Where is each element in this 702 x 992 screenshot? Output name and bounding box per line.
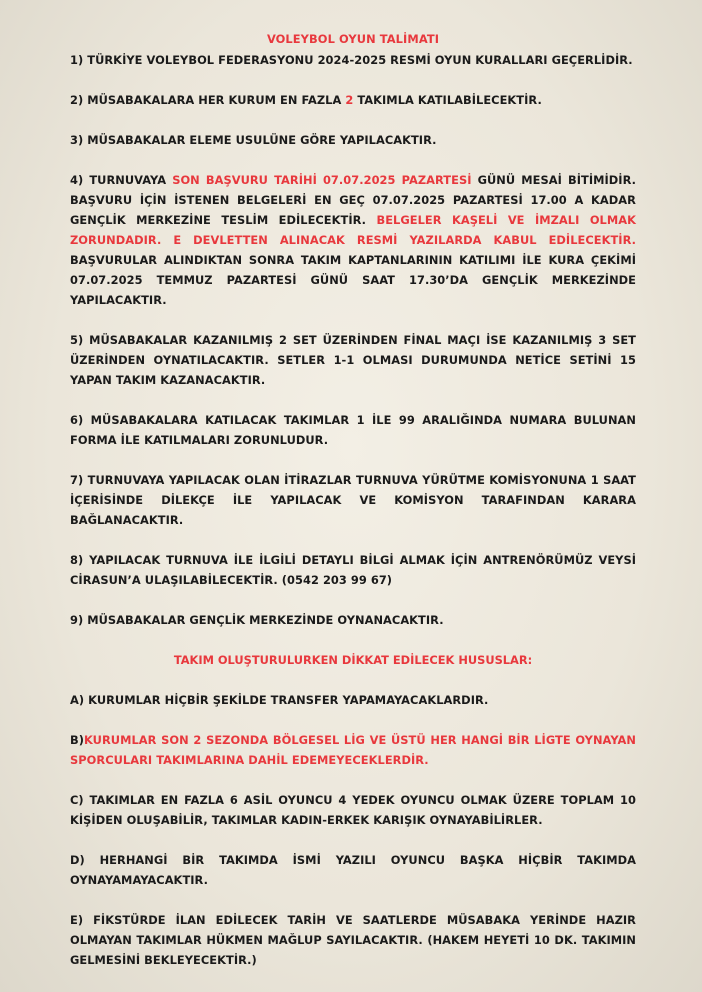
rule-1: 1) TÜRKİYE VOLEYBOL FEDERASYONU 2024-2025 RESMİ OYUN KURALLARI GEÇERLİDİR. [70,53,633,67]
rule-8: 8) YAPILACAK TURNUVA İLE İLGİLİ DETAYLI BİLGİ ALMAK İÇİN ANTRENÖRÜMÜZ VEYSİ CİRASUN’A ULAŞILABİLECEKTİR. (0542 203 99 67) [70,553,636,587]
item-a: A) KURUMLAR HİÇBİR ŞEKİLDE TRANSFER YAPAMAYACAKLARDIR. [70,693,489,707]
rule-2 [70,90,636,110]
rule-5: 5) MÜSABAKALAR KAZANILMIŞ 2 SET ÜZERİNDEN FİNAL MAÇI İSE KAZANILMIŞ 3 SET ÜZERİNDEN OYNATILACAKTIR. SETLER 1-1 OLMASI DURUMUNDA NETİCE SETİNİ 15 YAPAN TAKIM KAZANACAKTIR. [70,333,636,387]
item-b [70,730,636,770]
item-d: D) HERHANGİ BİR TAKIMDA İSMİ YAZILI OYUNCU BAŞKA HİÇBİR TAKIMDA OYNAYAMAYACAKTIR. [70,853,636,887]
rule-7: 7) TURNUVAYA YAPILACAK OLAN İTİRAZLAR TURNUVA YÜRÜTME KOMİSYONUNA 1 SAAT İÇERİSİNDE DİLEKÇE İLE YAPILACAK VE KOMİSYON TARAFINDAN KARARA BAĞLANACAKTIR. [70,473,636,527]
item-c: C) TAKIMLAR EN FAZLA 6 ASİL OYUNCU 4 YEDEK OYUNCU OLMAK ÜZERE TOPLAM 10 KİŞİDEN OLUŞABİLİR, TAKIMLAR KADIN-ERKEK KARIŞIK OYNAYABİLİRLER. [70,793,636,827]
item-e: E) FİKSTÜRDE İLAN EDİLECEK TARİH VE SAATLERDE MÜSABAKA YERİNDE HAZIR OLMAYAN TAKIMLAR HÜKMEN MAĞLUP SAYILACAKTIR. (HAKEM HEYETİ 10 DK. TAKIMIN GELMESİNİ BEKLEYECEKTİR.) [70,913,636,967]
rule-4-text-a: 4) TURNUVAYA [70,173,173,187]
rule-6: 6) MÜSABAKALARA KATILACAK TAKIMLAR 1 İLE 99 ARALIĞINDA NUMARA BULUNAN FORMA İLE KATILMALARI ZORUNLUDUR. [70,413,636,447]
rule-2-highlight: 2 [345,93,354,107]
document-page [70,32,636,990]
section-subtitle: TAKIM OLUŞTURULURKEN DİKKAT EDİLECEK HUSUSLAR: [173,653,533,667]
rule-4 [70,170,636,310]
rule-4-text-e: BAŞVURULAR ALINDIKTAN SONRA TAKIM KAPTANLARININ KATILIMI İLE KURA ÇEKİMİ 07.07.2025 TEMMUZ PAZARTESİ GÜNÜ SAAT 17.30’DA GENÇLİK MERKEZİNDE YAPILACAKTIR. [70,253,636,307]
rule-9: 9) MÜSABAKALAR GENÇLİK MERKEZİNDE OYNANACAKTIR. [70,613,444,627]
item-b-label: B) [70,733,84,747]
rule-4-deadline: SON BAŞVURU TARİHİ 07.07.2025 PAZARTESİ [172,173,472,187]
rule-4-text-c: GÜNÜ MESAİ BİTİMİDİR. BAŞVURU İÇİN İSTENEN BELGELERİ EN GEÇ 07.07.2025 PAZARTESİ 17.00 A KADAR GENÇLİK MERKEZİNE TESLİM EDİLECEKTİR. [70,173,636,227]
document-title: VOLEYBOL OYUN TALİMATI [266,32,440,46]
rule-2-text-a: 2) MÜSABAKALARA HER KURUM EN FAZLA [70,93,346,107]
rule-4-documents-notice: BELGELER KAŞELİ VE İMZALI OLMAK ZORUNDADIR. E DEVLETTEN ALINACAK RESMİ YAZILARDA KABUL EDİLECEKTİR. [70,213,636,247]
rule-3: 3) MÜSABAKALAR ELEME USULÜNE GÖRE YAPILACAKTIR. [70,133,437,147]
rule-2-text-c: TAKIMLA KATILABİLECEKTİR. [353,93,542,107]
item-b-text: KURUMLAR SON 2 SEZONDA BÖLGESEL LİG VE ÜSTÜ HER HANGİ BİR LİGTE OYNAYAN SPORCULARI TAKIMLARINA DAHİL EDEMEYECEKLERDİR. [70,733,636,767]
